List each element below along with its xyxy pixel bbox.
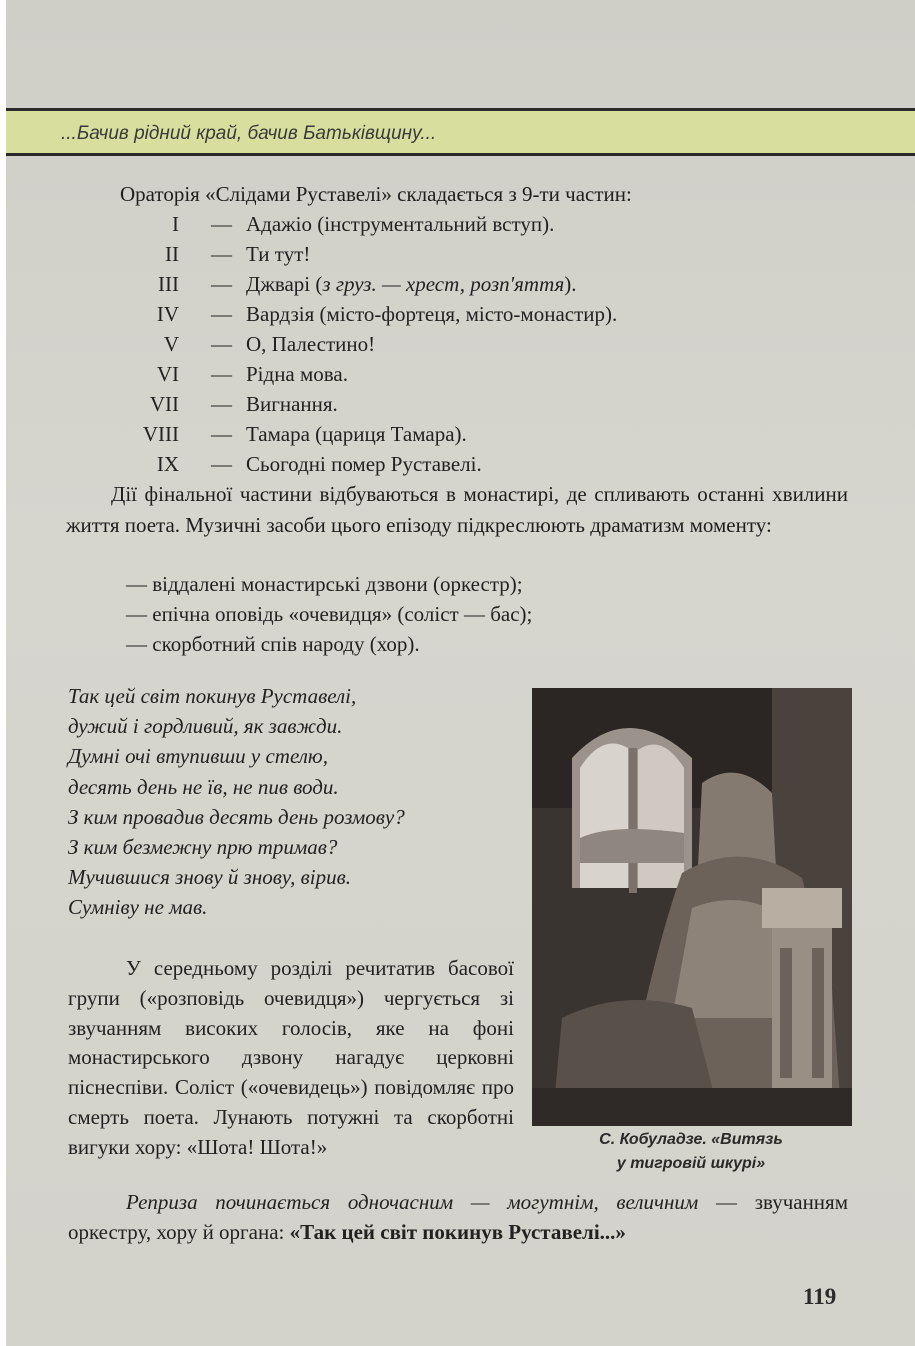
part-dash: — xyxy=(211,242,232,266)
poem-excerpt xyxy=(68,681,405,923)
oratorio-intro: Ораторія «Слідами Руставелі» складається з 9-ти частин: xyxy=(120,182,632,206)
part-title-main: Джварі ( xyxy=(246,272,323,296)
part-title: Сьогодні помер Руставелі. xyxy=(246,452,482,476)
part-title: Рідна мова. xyxy=(246,362,349,386)
poem-line: З ким провадив десять день розмову? xyxy=(68,804,405,829)
reprise-emphasis: одночасним — могутнім, величним xyxy=(347,1190,699,1214)
page-number: 119 xyxy=(803,1284,837,1309)
reprise-text: Реприза починається xyxy=(126,1190,348,1214)
part-title xyxy=(246,269,577,299)
part-title: Ти тут! xyxy=(246,242,311,266)
painting-image xyxy=(532,688,852,1126)
part-title: Тамара (цариця Тамара). xyxy=(246,422,467,446)
painting-illustration xyxy=(532,688,852,1126)
part-number: VII xyxy=(149,392,179,416)
part-title: Вардзія (місто-фортеця, місто-монастир). xyxy=(246,302,618,326)
part-number: I xyxy=(172,212,179,236)
part-title-end: ). xyxy=(564,272,577,296)
running-header-title: ...Бачив рідний край, бачив Батьківщину... xyxy=(61,123,437,144)
part-number: III xyxy=(158,272,179,296)
part-dash: — xyxy=(211,392,232,416)
part-dash: — xyxy=(211,302,232,326)
reprise-text: — звучанням оркестру, хору й органа: xyxy=(68,1190,848,1244)
caption-line: у тигровій шкурі» xyxy=(616,1155,766,1172)
reprise-quote: «Так цей світ покинув Руставелі...» xyxy=(289,1220,626,1244)
part-number: II xyxy=(165,242,179,266)
part-number: VI xyxy=(156,362,179,386)
part-number: IV xyxy=(156,302,179,326)
poem-line: Сумніву не мав. xyxy=(68,895,208,920)
reprise-paragraph xyxy=(68,1187,848,1247)
part-dash: — xyxy=(211,422,232,446)
part-dash: — xyxy=(211,452,232,476)
part-number: V xyxy=(163,332,179,356)
list-item: — епічна оповідь «очевидця» (соліст — бас); xyxy=(126,602,533,626)
poem-line: Так цей світ покинув Руставелі, xyxy=(68,684,357,708)
list-item: — віддалені монастирські дзвони (оркестр); xyxy=(126,572,523,596)
final-part-paragraph: Дії фінальної частини відбуваються в монастирі, де спливають останні хвилини життя поета. Музичні засоби цього епізоду підкреслюють драматизм моменту: xyxy=(66,482,848,537)
part-title: Вигнання. xyxy=(246,392,338,416)
poem-line: З ким безмежну прю тримав? xyxy=(68,834,338,859)
book-page xyxy=(6,0,915,1346)
part-dash: — xyxy=(211,212,232,236)
poem-line: десять день не їв, не пив води. xyxy=(68,774,339,799)
part-dash: — xyxy=(211,272,232,296)
list-item: — скорботний спів народу (хор). xyxy=(126,632,420,656)
part-dash: — xyxy=(211,362,232,386)
middle-section-paragraph: У середньому розділі речитатив басової групи («розповідь очевидця») чергується зі звучанням високих голосів, яке на фоні монастирського дзвону нагадує церковні піснеспіви. Соліст («очевидець») повідомляє про смерть поета. Лунають потужні та скорботні вигуки хору: «Шота! Шота!» xyxy=(68,956,514,1159)
part-dash: — xyxy=(211,332,232,356)
part-title: О, Палестино! xyxy=(246,332,376,356)
part-number: VIII xyxy=(142,422,179,446)
poem-line: Думні очі втупивши у стелю, xyxy=(68,744,328,769)
poem-line: Мучившися знову й знову, вірив. xyxy=(68,865,351,890)
painting-caption xyxy=(546,1128,836,1176)
part-title-translation: з груз. — хрест, розп'яття xyxy=(322,272,565,296)
part-title: Адажіо (інструментальний вступ). xyxy=(246,212,555,236)
part-number: IX xyxy=(156,452,179,476)
running-header-band xyxy=(6,108,915,156)
caption-line: С. Кобуладзе. «Витязь xyxy=(599,1131,783,1148)
poem-line: дужий і гордливий, як завжди. xyxy=(68,714,343,739)
